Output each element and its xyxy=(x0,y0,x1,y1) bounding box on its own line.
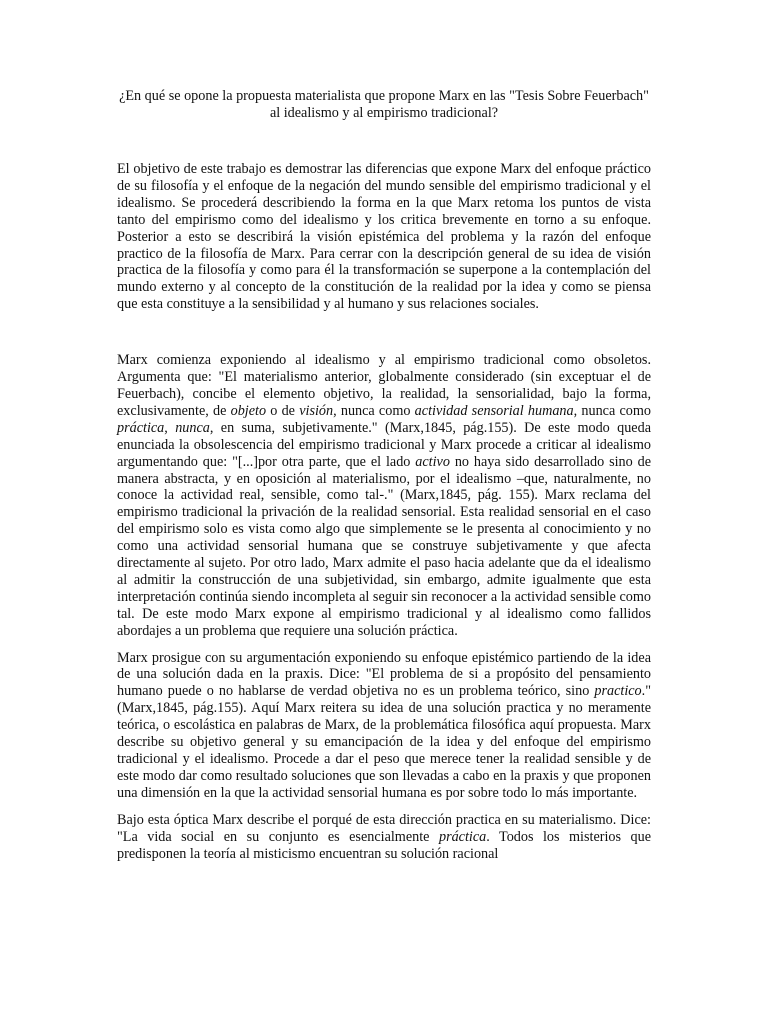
text-run: , nunca como xyxy=(333,402,415,419)
paragraph-critique xyxy=(117,352,651,639)
text-run: El objetivo de este trabajo es demostrar las diferencias que expone Marx del enfoque práctico de su filosofía y el enfoque de la negación del mundo sensible del empirismo tradicional y el idealismo. Se procederá describiendo la forma en la que Marx retoma los puntos de vista tanto del empirismo como del idealismo y los critica brevemente en torno a su enfoque. Posterior a esto se describirá la visión epistémica del problema y la razón del enfoque practico de la filosofía de Marx. Para cerrar con la descripción general de su idea de visión practica de la filosofía y como para él la transformación se superpone a la contemplación del mundo externo y al concepto de la constitución de la realidad por la idea y como se piensa que esta constituye a la sensibilidad y al humano y sus relaciones sociales. xyxy=(117,161,651,313)
text-run: . Todos los misterios que predisponen la teoría al misticismo encuentran su solución racional xyxy=(117,828,652,862)
emphasis-text: práctica xyxy=(438,828,487,845)
paragraph-introduction xyxy=(117,161,651,313)
emphasis-text: practico xyxy=(594,683,642,700)
emphasis-text: actividad sensorial humana xyxy=(414,402,574,419)
paragraph-epistemic xyxy=(117,650,651,802)
text-run: , en suma, subjetivamente." (Marx,1845, pág.155). De este modo queda enunciada la obsolescencia del empirismo tradicional y Marx procede a criticar al idealismo argumentando que: "[...]por otra parte, que el lado xyxy=(117,419,651,470)
text-run: o de xyxy=(266,402,300,419)
paragraph-practice xyxy=(117,812,651,863)
document-title: ¿En qué se opone la propuesta materialista que propone Marx en las "Tesis Sobre Feuerbach" al idealismo y al empirismo tradicional? xyxy=(119,88,649,121)
emphasis-text: visión xyxy=(299,402,334,419)
text-run: , nunca como xyxy=(573,402,651,419)
emphasis-text: práctica xyxy=(117,419,165,436)
emphasis-text: nunca xyxy=(175,419,210,436)
text-run: no haya sido desarrollado sino de manera abstracta, y en oposición al materialismo, por el idealismo –que, naturalmente, no conoce la actividad real, sensible, como tal-." (Marx,1845, pág. 155). Marx reclama del empirismo tradicional la privación de la realidad sensorial. Esta realidad sensorial en el caso del empirismo solo es vista como algo que simplemente se le presenta al conocimiento y no como una actividad sensorial humana que se construye subjetivamente y que afecta directamente al sujeto. Por otro lado, Marx admite el paso hacia adelante que da el idealismo al admitir la construcción de una subjetividad, sin embargo, admite igualmente que esta interpretación continúa siendo incompleta al seguir sin reconocer a la actividad sensible como tal. De este modo Marx expone al empirismo tradicional y al idealismo como fallidos abordajes a un problema que requiere una solución práctica. xyxy=(117,453,651,639)
text-run: Marx comienza exponiendo al idealismo y al empirismo tradicional como obsoletos. Argumenta que: "El materialismo anterior, globalmente considerado (sin exceptuar el de Feuerbach), concibe el elemento objetivo, la realidad, la sensorialidad, bajo la forma, exclusivamente, de xyxy=(117,352,651,419)
text-run: Marx prosigue con su argumentación exponiendo su enfoque epistémico partiendo de la idea de una solución dada en la praxis. Dice: "El problema de si a propósito del pensamiento humano puede o no hablarse de verdad objetiva no es un problema teórico, sino xyxy=(117,649,651,700)
text-run: ." (Marx,1845, pág.155). Aquí Marx reitera su idea de una solución practica y no meramente teórica, o escolástica en palabras de Marx, de la problemática filosófica aquí propuesta. Marx describe su objetivo general y su emancipación de la idea y del enfoque del empirismo tradicional y el idealismo. Procede a dar el peso que merece tener la realidad sensible y de este modo dar como resultado soluciones que son llevadas a cabo en la praxis y que proponen una dimensión en la que la actividad sensorial humana es por sobre todo lo más importante. xyxy=(117,683,651,801)
text-run: Bajo esta óptica Marx describe el porqué de esta dirección practica en su materialismo. Dice: "La vida social en su conjunto es esencialmente xyxy=(117,811,651,845)
emphasis-text: objeto xyxy=(230,402,267,419)
emphasis-text: activo xyxy=(415,453,450,470)
text-run: , xyxy=(164,419,176,436)
